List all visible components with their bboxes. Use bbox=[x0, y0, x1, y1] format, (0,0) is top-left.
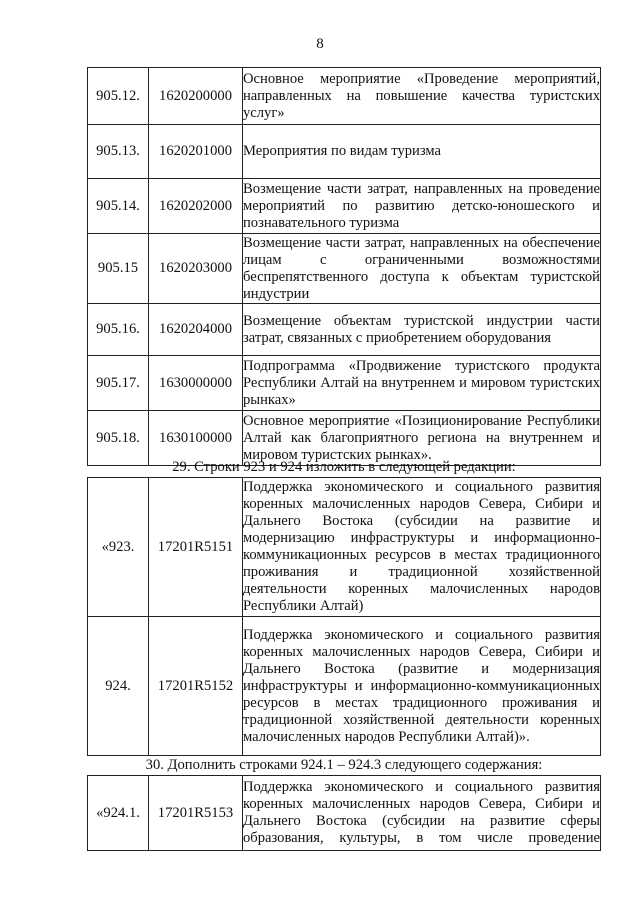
budget-table-1 bbox=[87, 67, 601, 466]
table-row bbox=[88, 356, 601, 411]
amendment-caption: 30. Дополнить строками 924.1 – 924.3 следующего содержания: bbox=[145, 757, 543, 773]
row-code: 17201R5153 bbox=[149, 776, 243, 851]
row-number: 905.14. bbox=[88, 179, 149, 234]
row-description: Подпрограмма «Продвижение туристского продукта Республики Алтай на внутреннем и мировом туристских рынках» bbox=[243, 356, 601, 411]
row-code: 1620200000 bbox=[149, 68, 243, 125]
row-number: 905.18. bbox=[88, 411, 149, 466]
row-code: 1630000000 bbox=[149, 356, 243, 411]
table-row bbox=[88, 304, 601, 356]
budget-table-3 bbox=[87, 775, 601, 851]
table-row bbox=[88, 478, 601, 617]
row-number: 905.15 bbox=[88, 234, 149, 304]
amendment-caption: 29. Строки 923 и 924 изложить в следующей редакции: bbox=[172, 459, 516, 475]
row-code: 1630100000 bbox=[149, 411, 243, 466]
row-number: 905.17. bbox=[88, 356, 149, 411]
row-description: Основное мероприятие «Проведение мероприятий, направленных на повышение качества туристских услуг» bbox=[243, 68, 601, 125]
row-description: Поддержка экономического и социального развития коренных малочисленных народов Севера, Сибири и Дальнего Востока (субсидии на развитие сферы образования, культуры, в том числе проведение bbox=[243, 776, 601, 851]
row-code: 1620201000 bbox=[149, 125, 243, 179]
budget-table-2 bbox=[87, 477, 601, 756]
row-number: «924.1. bbox=[88, 776, 149, 851]
row-number: «923. bbox=[88, 478, 149, 617]
row-description: Возмещение части затрат, направленных на проведение мероприятий по развитию детско-юношеского и познавательного туризма bbox=[243, 179, 601, 234]
row-description: Поддержка экономического и социального развития коренных малочисленных народов Севера, Сибири и Дальнего Востока (развитие и модернизация инфраструктуры и информационно-коммуникационных ресурсов в местах традиционного проживания и традиционной хозяйственной деятельности коренных малочисленных народов Республики Алтай)». bbox=[243, 617, 601, 756]
table-row bbox=[88, 68, 601, 125]
row-code: 1620203000 bbox=[149, 234, 243, 304]
table-row bbox=[88, 411, 601, 466]
row-number: 905.13. bbox=[88, 125, 149, 179]
row-description: Основное мероприятие «Позиционирование Республики Алтай как благоприятного региона на внутреннем и мировом туристских рынках». bbox=[243, 411, 601, 466]
table-row bbox=[88, 776, 601, 851]
table-row bbox=[88, 617, 601, 756]
row-number: 905.12. bbox=[88, 68, 149, 125]
table-row bbox=[88, 179, 601, 234]
row-number: 905.16. bbox=[88, 304, 149, 356]
row-code: 1620202000 bbox=[149, 179, 243, 234]
row-description: Мероприятия по видам туризма bbox=[243, 125, 601, 179]
row-number: 924. bbox=[88, 617, 149, 756]
table-row bbox=[88, 125, 601, 179]
table-row bbox=[88, 234, 601, 304]
row-description: Возмещение объектам туристской индустрии части затрат, связанных с приобретением оборудования bbox=[243, 304, 601, 356]
row-code: 17201R5152 bbox=[149, 617, 243, 756]
row-code: 17201R5151 bbox=[149, 478, 243, 617]
row-code: 1620204000 bbox=[149, 304, 243, 356]
row-description: Возмещение части затрат, направленных на обеспечение лицам с ограниченными возможностями беспрепятственного доступа к объектам туристской индустрии bbox=[243, 234, 600, 302]
page-number: 8 bbox=[316, 36, 324, 52]
row-description: Поддержка экономического и социального развития коренных малочисленных народов Севера, Сибири и Дальнего Востока (субсидии на развитие и модернизацию инфраструктуры и информационно-коммуникационных ресурсов в местах традиционного проживания и традиционной хозяйственной деятельности коренных малочисленных народов Республики Алтай) bbox=[243, 478, 601, 617]
